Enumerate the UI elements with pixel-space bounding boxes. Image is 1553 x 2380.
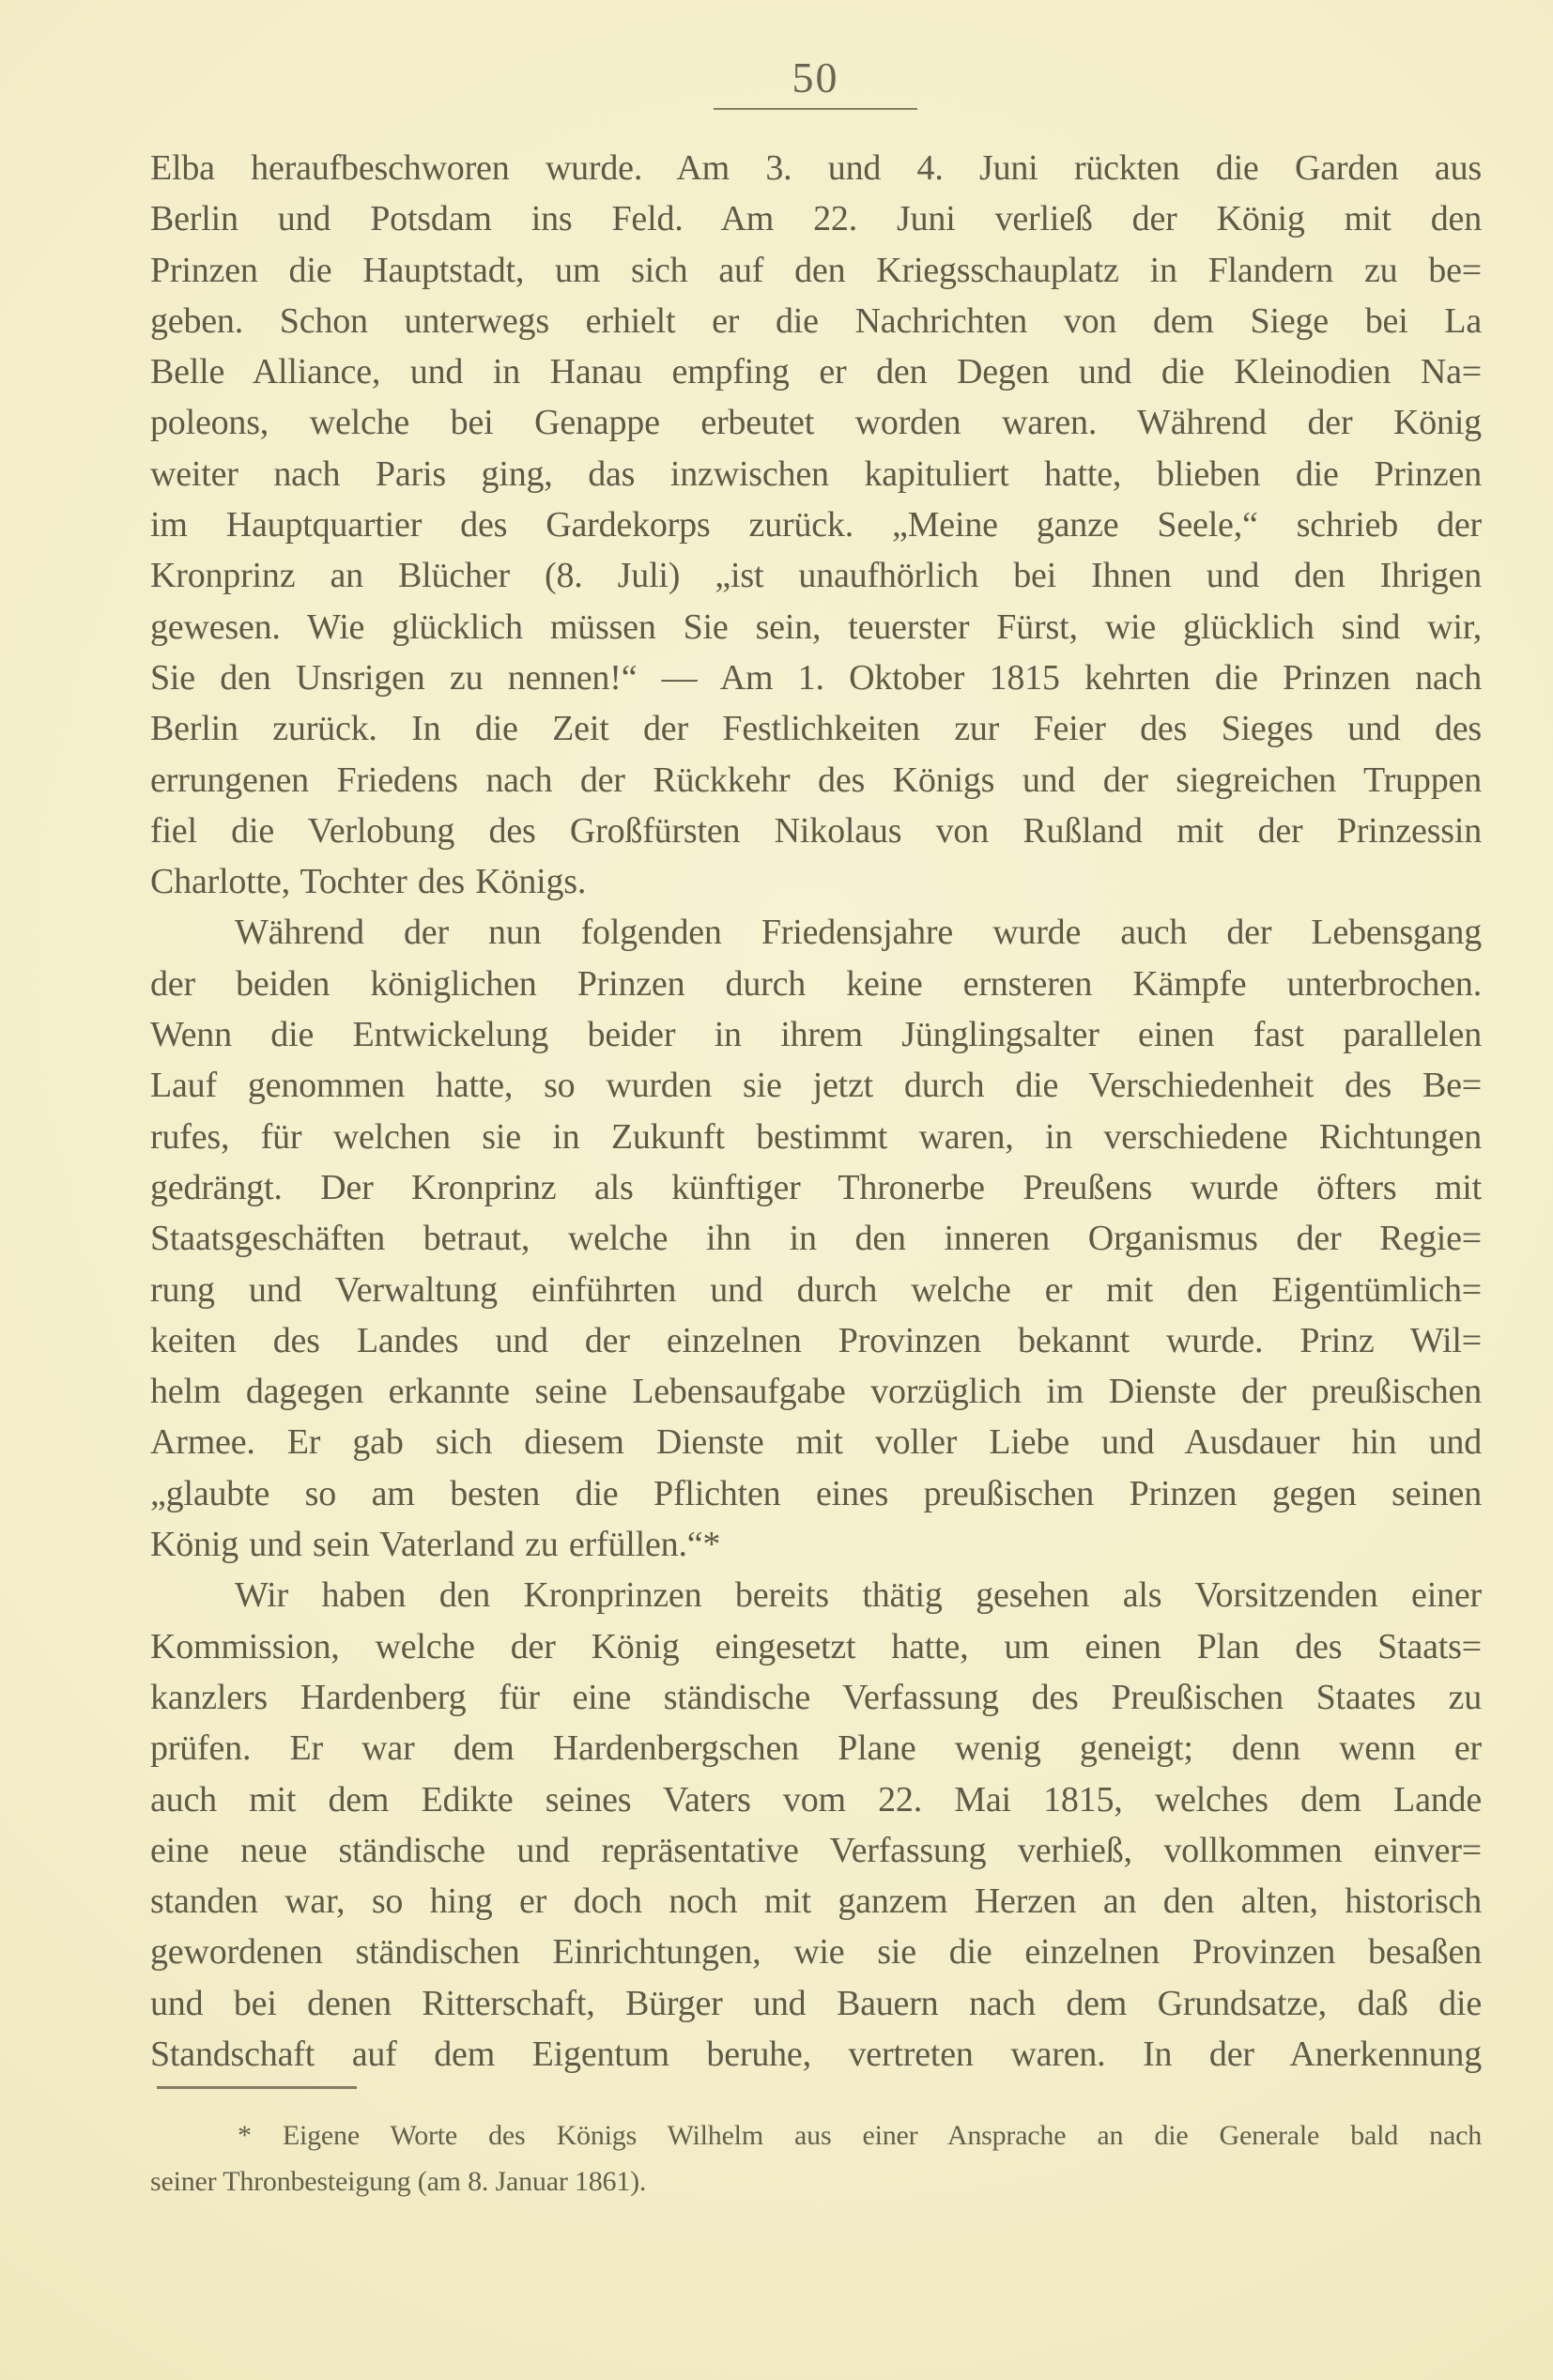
text-line: Kommission, welche der König eingesetzt hatte, um einen Plan des Staats= [150, 1626, 1482, 1666]
body-text [150, 143, 1482, 2080]
text-line: Berlin und Potsdam ins Feld. Am 22. Juni verließ der König mit den [150, 199, 1482, 239]
text-line: geben. Schon unterwegs erhielt er die Nachrichten von dem Siege bei La [150, 300, 1482, 341]
text-line: Kronprinz an Blücher (8. Juli) „ist unaufhörlich bei Ihnen und den Ihrigen [150, 556, 1482, 596]
text-line: gewordenen ständischen Einrichtungen, wie sie die einzelnen Provinzen besaßen [150, 1932, 1482, 1973]
text-line: kanzlers Hardenberg für eine ständische Verfassung des Preußischen Staates zu [150, 1677, 1482, 1717]
footnote-divider [157, 2086, 357, 2089]
text-line: poleons, welche bei Genappe erbeutet worden waren. Während der König [150, 403, 1482, 443]
text-line: im Hauptquartier des Gardekorps zurück. „Meine ganze Seele,“ schrieb der [150, 505, 1482, 545]
footnote-line: * Eigene Worte des Königs Wilhelm aus einer Ansprache an die Generale bald nach [238, 2120, 1482, 2151]
text-line: Während der nun folgenden Friedensjahre wurde auch der Lebensgang [235, 913, 1482, 953]
paragraph-2 [150, 907, 1482, 1570]
text-line: keiten des Landes und der einzelnen Provinzen bekannt wurde. Prinz Wil= [150, 1320, 1482, 1360]
text-line: Sie den Unsrigen zu nennen!“ — Am 1. Oktober 1815 kehrten die Prinzen nach [150, 657, 1482, 698]
text-line: prüfen. Er war dem Hardenbergschen Plane wenig geneigt; denn wenn er [150, 1728, 1482, 1769]
page-number: 50 [792, 54, 839, 101]
text-line: Berlin zurück. In die Zeit der Festlichkeiten zur Feier des Sieges und des [150, 709, 1482, 749]
footnote-line: seiner Thronbesteigung (am 8. Januar 1861). [150, 2166, 647, 2197]
text-line: weiter nach Paris ging, das inzwischen kapituliert hatte, blieben die Prinzen [150, 453, 1482, 494]
text-line: rung und Verwaltung einführten und durch welche er mit den Eigentümlich= [150, 1269, 1482, 1310]
text-line: fiel die Verlobung des Großfürsten Nikolaus von Rußland mit der Prinzessin [150, 810, 1482, 851]
text-line: und bei denen Ritterschaft, Bürger und Bauern nach dem Grundsatze, daß die [150, 1983, 1482, 2023]
text-line: Wir haben den Kronprinzen bereits thätig gesehen als Vorsitzenden einer [235, 1575, 1482, 1616]
text-line: der beiden königlichen Prinzen durch keine ernsteren Kämpfe unterbrochen. [150, 963, 1482, 1004]
text-line: „glaubte so am besten die Pflichten eines preußischen Prinzen gegen seinen [150, 1473, 1482, 1513]
text-line: Armee. Er gab sich diesem Dienste mit voller Liebe und Ausdauer hin und [150, 1422, 1482, 1463]
text-line: König und sein Vaterland zu erfüllen.“* [150, 1525, 721, 1565]
text-line: standen war, so hing er doch noch mit ganzem Herzen an den alten, historisch [150, 1881, 1482, 1922]
text-line: Belle Alliance, und in Hanau empfing er den Degen und die Kleinodien Na= [150, 352, 1482, 392]
text-line: Wenn die Entwickelung beider in ihrem Jünglingsalter einen fast parallelen [150, 1015, 1482, 1055]
text-line: Elba heraufbeschworen wurde. Am 3. und 4. Juni rückten die Garden aus [150, 148, 1482, 188]
footnote [150, 2112, 1482, 2204]
page-number-underline [714, 108, 917, 110]
text-line: gewesen. Wie glücklich müssen Sie sein, teuerster Fürst, wie glücklich sind wir, [150, 607, 1482, 647]
text-line: Prinzen die Hauptstadt, um sich auf den Kriegsschauplatz in Flandern zu be= [150, 250, 1482, 290]
text-line: Charlotte, Tochter des Königs. [150, 862, 587, 902]
text-line: gedrängt. Der Kronprinz als künftiger Thronerbe Preußens wurde öfters mit [150, 1167, 1482, 1207]
text-line: errungenen Friedens nach der Rückkehr des Königs und der siegreichen Truppen [150, 760, 1482, 800]
text-line: eine neue ständische und repräsentative Verfassung verhieß, vollkommen einver= [150, 1830, 1482, 1870]
text-line: Staatsgeschäften betraut, welche ihn in den inneren Organismus der Regie= [150, 1219, 1482, 1259]
text-line: Lauf genommen hatte, so wurden sie jetzt durch die Verschiedenheit des Be= [150, 1066, 1482, 1106]
text-line: helm dagegen erkannte seine Lebensaufgabe vorzüglich im Dienste der preußischen [150, 1372, 1482, 1412]
text-line: rufes, für welchen sie in Zukunft bestimmt waren, in verschiedene Richtungen [150, 1116, 1482, 1157]
paragraph-3 [150, 1570, 1482, 2080]
paragraph-1 [150, 143, 1482, 907]
text-line: auch mit dem Edikte seines Vaters vom 22. Mai 1815, welches dem Lande [150, 1779, 1482, 1820]
text-line: Standschaft auf dem Eigentum beruhe, vertreten waren. In der Anerkennung [150, 2034, 1482, 2074]
